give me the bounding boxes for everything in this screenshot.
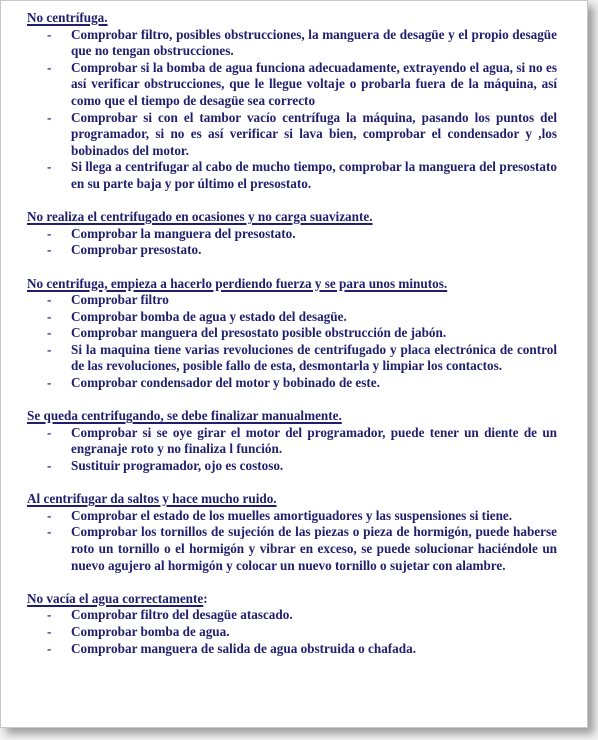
list-item [27, 375, 557, 392]
list-item [27, 624, 557, 641]
list-item-text: Comprobar la manguera del presostato. [71, 225, 296, 241]
list-item [27, 458, 557, 475]
section-pierde-fuerza [27, 276, 557, 392]
list-item [27, 325, 557, 342]
list-item [27, 425, 557, 458]
bullet-dash: - [47, 308, 52, 324]
bullet-dash: - [47, 26, 52, 42]
item-list [27, 226, 557, 259]
bullet-dash: - [47, 424, 52, 440]
list-item-text: Comprobar el estado de los muelles amortiguadores y las suspensiones si tiene. [71, 507, 513, 523]
list-item [27, 607, 557, 624]
list-item-text: Comprobar filtro [71, 292, 169, 308]
item-list [27, 27, 557, 193]
bullet-dash: - [47, 507, 52, 523]
item-list [27, 607, 557, 657]
list-item [27, 110, 557, 160]
list-item-text: Comprobar presostato. [71, 242, 202, 258]
list-item [27, 159, 557, 192]
item-list [27, 508, 557, 574]
list-item-text: Si llega a centrifugar al cabo de mucho tiempo, comprobar la manguera del presostato en su parte baja y por último el presostato. [71, 159, 557, 191]
list-item [27, 342, 557, 375]
item-list [27, 292, 557, 392]
bullet-dash: - [47, 109, 52, 125]
section-heading: No centrífuga. [27, 10, 108, 25]
bullet-dash: - [47, 59, 52, 75]
list-item-text: Comprobar filtro del desagüe atascado. [71, 607, 293, 623]
list-item-text: Comprobar bomba de agua. [71, 623, 230, 639]
section-heading: No vacía el agua correctamente [27, 590, 204, 606]
bullet-dash: - [47, 375, 52, 391]
bullet-dash: - [47, 292, 52, 308]
section-no-centrifuga [27, 10, 557, 193]
bullet-dash: - [47, 225, 52, 241]
list-item [27, 508, 557, 525]
section-heading: Al centrifugar da saltos y hace mucho ruido. [27, 491, 277, 507]
list-item [27, 60, 557, 110]
list-item-text: Si la maquina tiene varias revoluciones de centrifugado y placa electrónica de control de las revoluciones, posible fallo de esta, desmontarla y limpiar los contactos. [71, 341, 557, 374]
list-item [27, 292, 557, 309]
bullet-dash: - [47, 325, 52, 341]
list-item-text: Comprobar si la bomba de agua funciona adecuadamente, extrayendo el agua, si no es así verificar obstrucciones, que le llegue voltaje o probarla fuera de la máquina, así como que el tiempo de desagüe sea correcto [71, 59, 557, 108]
list-item-text: Comprobar condensador del motor y bobinado de este. [71, 375, 380, 391]
item-list [27, 425, 557, 475]
section-heading: No realiza el centrifugado en ocasiones y no carga suavizante. [27, 209, 373, 225]
bullet-dash: - [47, 640, 52, 656]
list-item-text: Comprobar si con el tambor vacío centrífuga la máquina, pasando los puntos del programador, si no es así verificar si lava bien, comprobar el condensador y ,los bobinados del motor. [71, 109, 557, 158]
list-item-text: Comprobar si se oye girar el motor del programador, puede tener un diente de un engranaje roto y no finaliza l función. [71, 424, 557, 457]
section-no-vacia-agua [27, 591, 557, 657]
section-se-queda-centrifugando [27, 408, 557, 474]
bullet-dash: - [47, 341, 52, 357]
section-no-realiza-centrifugado [27, 209, 557, 259]
heading-colon: : [203, 590, 208, 606]
list-item [27, 309, 557, 326]
bullet-dash: - [47, 623, 52, 639]
section-heading: No centrifuga, empieza a hacerlo perdiendo fuerza y se para unos minutos. [27, 275, 448, 291]
list-item-text: Comprobar filtro, posibles obstrucciones, la manguera de desagüe y el propio desagüe que no tengan obstrucciones. [71, 26, 557, 59]
bullet-dash: - [47, 458, 52, 474]
section-heading: Se queda centrifugando, se debe finalizar manualmente. [27, 408, 342, 424]
bullet-dash: - [47, 242, 52, 258]
list-item-text: Comprobar bomba de agua y estado del desagüe. [71, 308, 347, 324]
list-item [27, 242, 557, 259]
list-item [27, 524, 557, 574]
list-item-text: Comprobar manguera del presostato posible obstrucción de jabón. [71, 325, 447, 341]
list-item [27, 226, 557, 243]
section-saltos-ruido [27, 491, 557, 574]
bullet-dash: - [47, 159, 52, 175]
bullet-dash: - [47, 524, 52, 540]
bullet-dash: - [47, 607, 52, 623]
list-item-text: Sustituir programador, ojo es costoso. [71, 458, 284, 474]
list-item-text: Comprobar los tornillos de sujeción de las piezas o pieza de hormigón, puede haberse roto un tornillo o el hormigón y vibrar en exceso, se puede solucionar haciéndole un nuevo agujero al hormigón y colocar un nuevo tornillo o sujetar con alambre. [71, 524, 557, 573]
list-item-text: Comprobar manguera de salida de agua obstruida o chafada. [71, 640, 416, 656]
list-item [27, 641, 557, 658]
list-item [27, 27, 557, 60]
